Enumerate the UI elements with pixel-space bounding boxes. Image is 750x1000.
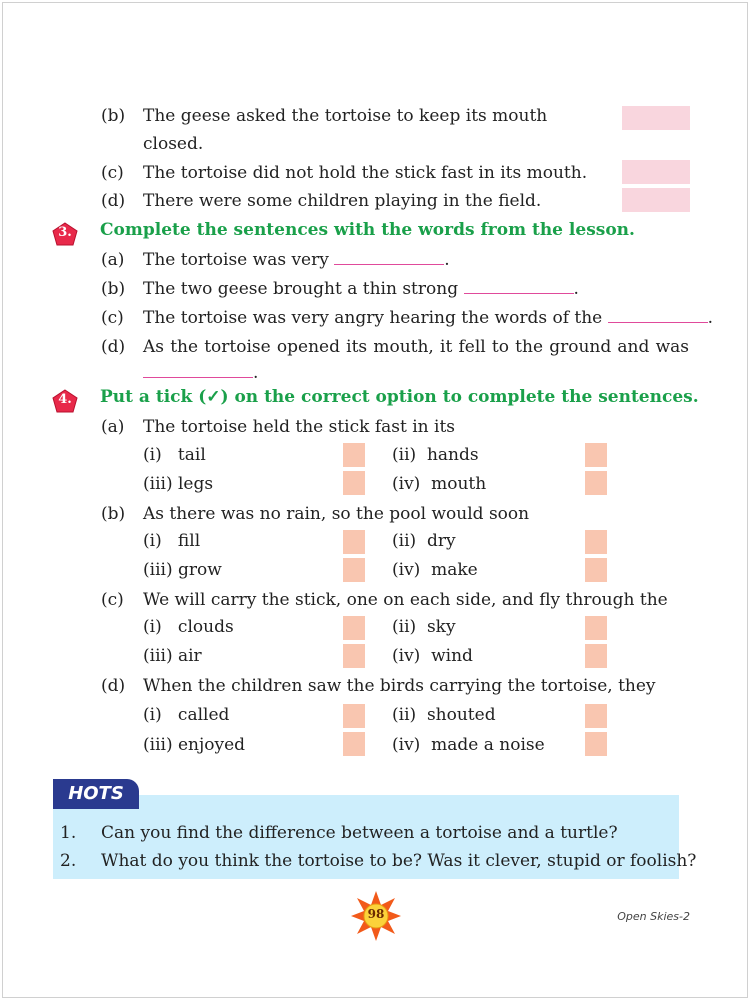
sentence-text: The two geese brought a thin strong [143,279,459,299]
item-label: (a) [101,417,125,437]
item-label: (d) [101,676,126,696]
question-number: 4. [58,392,72,407]
hots-number: 2. [60,851,77,871]
question-title: Put a tick (✓) on the correct option to complete the sentences. [100,387,699,407]
item-label: (a) [101,250,125,270]
item-stem: We will carry the stick, one on each side, and fly through the [143,590,668,610]
tick-box[interactable] [343,558,365,582]
page-number-badge [350,890,402,942]
tick-box[interactable] [343,644,365,668]
item-label: (b) [101,279,126,299]
option: (iii) enjoyed [143,735,246,755]
item-label: (b) [101,106,126,126]
sentence-end: . [573,279,579,299]
option: (iii) grow [143,560,222,580]
answer-blank[interactable] [334,250,444,265]
tick-box[interactable] [585,558,607,582]
answer-blank[interactable] [143,363,253,378]
tick-box[interactable] [343,704,365,728]
item-stem: When the children saw the birds carrying the tortoise, they [143,676,656,696]
answer-blank[interactable] [608,308,708,323]
question-number: 3. [58,225,72,240]
option: (ii) hands [392,445,479,465]
question-number-badge [52,222,78,246]
item-label: (d) [101,191,126,211]
item-text: The tortoise did not hold the stick fast in its mouth. [143,163,588,183]
item-label: (b) [101,504,126,524]
tf-answer-box[interactable] [622,106,690,130]
answer-blank[interactable] [464,279,574,294]
tick-box[interactable] [585,704,607,728]
option: (i) tail [143,445,206,465]
tf-answer-box[interactable] [622,160,690,184]
sentence-text: The tortoise was very [143,250,329,270]
option: (ii) shouted [392,705,496,725]
item-label: (c) [101,163,124,183]
option: (iii) air [143,646,202,666]
tf-answer-box[interactable] [622,188,690,212]
tick-box[interactable] [585,616,607,640]
item-text-cont: closed. [143,134,204,154]
tick-box[interactable] [585,471,607,495]
item-label: (d) [101,337,126,357]
option: (ii) sky [392,617,456,637]
tick-box[interactable] [343,732,365,756]
item-text: There were some children playing in the field. [143,191,542,211]
item-stem: The tortoise held the stick fast in its [143,417,456,437]
sentence-end: . [253,363,259,383]
tick-box[interactable] [343,530,365,554]
option: (iii) legs [143,474,214,494]
option: (ii) dry [392,531,456,551]
tick-box[interactable] [585,530,607,554]
tick-box[interactable] [343,471,365,495]
option: (iv) make [392,560,478,580]
hots-text: Can you find the difference between a tortoise and a turtle? [101,823,618,843]
tick-box[interactable] [585,644,607,668]
question-number-badge [52,389,78,413]
option: (iv) made a noise [392,735,545,755]
item-stem: As there was no rain, so the pool would soon [143,504,530,524]
tick-box[interactable] [585,732,607,756]
option: (i) called [143,705,230,725]
tick-box[interactable] [343,443,365,467]
option: (i) clouds [143,617,234,637]
sentence-text: As the tortoise opened its mouth, it fell to the ground and was [143,337,689,357]
item-text: The geese asked the tortoise to keep its mouth [143,106,548,126]
tick-box[interactable] [343,616,365,640]
option: (i) fill [143,531,201,551]
option: (iv) wind [392,646,473,666]
option: (iv) mouth [392,474,487,494]
sentence-text: The tortoise was very angry hearing the words of the [143,308,603,328]
page-number: 98 [367,907,385,921]
sentence-end: . [707,308,714,328]
hots-number: 1. [60,823,77,843]
hots-text: What do you think the tortoise to be? Was it clever, stupid or foolish? [101,851,697,871]
book-title: Open Skies-2 [617,910,690,923]
item-label: (c) [101,590,124,610]
item-label: (c) [101,308,124,328]
question-title: Complete the sentences with the words from the lesson. [100,220,635,240]
hots-tab: HOTS [53,779,139,809]
sentence-end: . [444,250,450,270]
tick-box[interactable] [585,443,607,467]
